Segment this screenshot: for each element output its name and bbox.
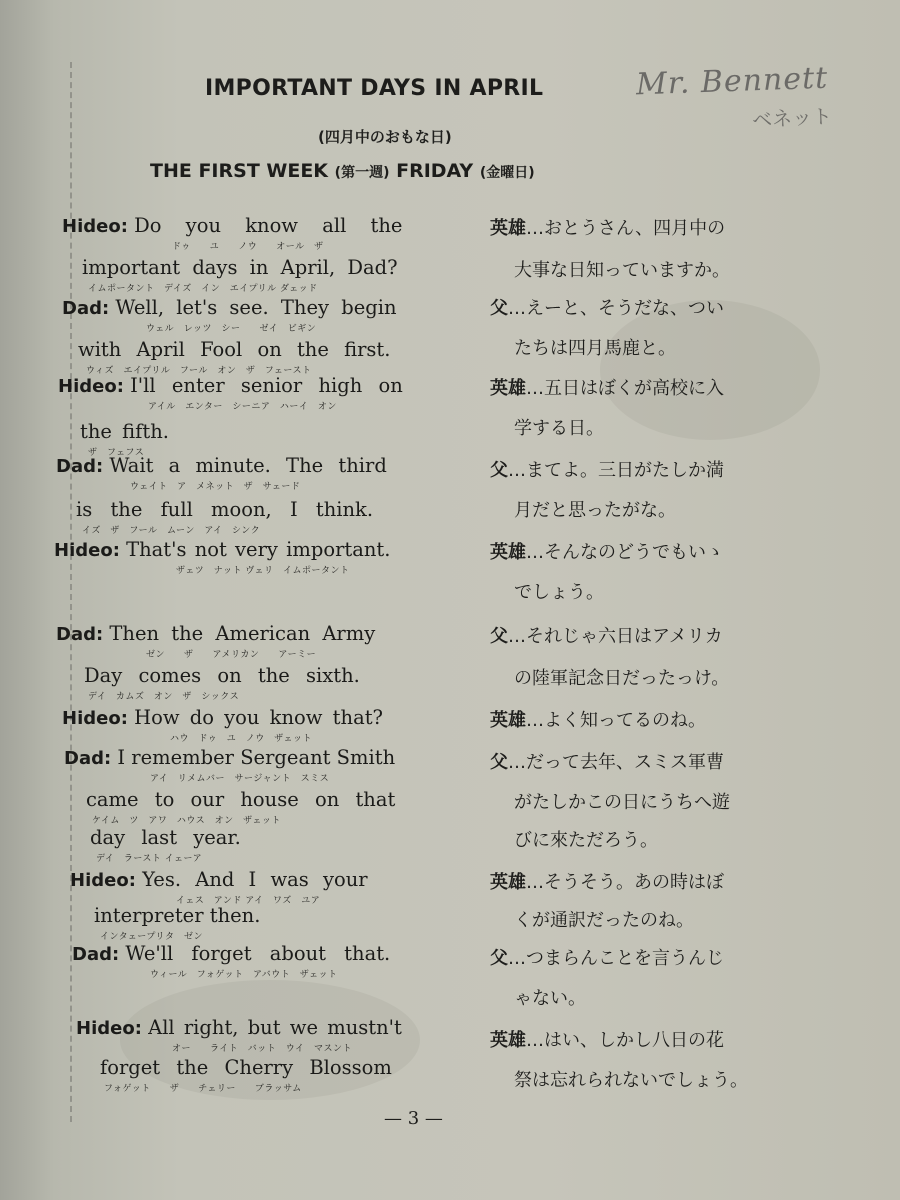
reading-guide: イズ ザ フール ムーン アイ シンク [82, 526, 261, 536]
japanese-line [514, 414, 604, 440]
line-text: ゃない。 [514, 988, 586, 1009]
speaker-label: 英雄 [490, 542, 526, 563]
line-text: I remember Sergeant Smith [117, 746, 396, 769]
english-line [94, 904, 260, 927]
reading-guide: イェス アンド アイ ワズ ユア [176, 896, 321, 906]
japanese-line [514, 984, 586, 1010]
japanese-line [514, 256, 730, 282]
speaker-label: 英雄 [490, 378, 526, 399]
japanese-line [514, 578, 604, 604]
speaker-label: Dad: [56, 456, 104, 477]
section-week-jp: (第一週) [334, 165, 390, 181]
english-line [54, 538, 390, 561]
speaker-label: Hideo: [62, 708, 128, 729]
line-text: …はい、しかし八日の花 [526, 1030, 724, 1051]
line-text: …五日はぼくが高校に入 [526, 378, 724, 399]
reading-guide: ウェル レッツ シー ゼイ ビギン [146, 324, 317, 334]
speaker-label: Hideo: [70, 870, 136, 891]
reading-guide: ザェツ ナット ヴェリ イムポータント [176, 566, 350, 576]
reading-guide: ハウ ドゥ ユ ノウ ザェット [170, 734, 313, 744]
line-text: …それじゃ六日はアメリカ [508, 626, 723, 647]
reading-guide: デイ ラースト イェーア [96, 854, 203, 864]
line-text: How do you know that? [134, 706, 383, 729]
reading-guide: ドゥ ユ ノウ オール ザ [172, 242, 324, 252]
japanese-line [514, 664, 729, 690]
speaker-label: Hideo: [54, 540, 120, 561]
english-line [62, 296, 397, 319]
line-text: is the full moon, I think. [76, 498, 374, 521]
english-line [58, 374, 403, 397]
reading-guide: ケイム ツ アワ ハウス オン ザェット [92, 816, 281, 826]
speaker-label: Dad: [62, 298, 110, 319]
english-line [90, 826, 241, 849]
speaker-label: Hideo: [62, 216, 128, 237]
line-text: …だって去年、スミス軍曹 [508, 752, 724, 773]
english-line [64, 746, 395, 769]
line-text: …つまらんことを言うんじ [508, 948, 724, 969]
japanese-line [490, 706, 706, 732]
japanese-line [490, 374, 724, 400]
reading-guide: ウィール フォゲット アバウト ザェット [150, 970, 338, 980]
english-line [70, 868, 368, 891]
line-text: I'll enter senior high on [130, 374, 403, 397]
reading-guide: ゼン ザ アメリカン アーミー [146, 650, 317, 660]
page-number: — 3 — [384, 1108, 443, 1129]
japanese-line [514, 906, 694, 932]
line-text: Then the American Army [109, 622, 376, 645]
english-line [82, 256, 398, 279]
english-line [62, 214, 402, 237]
reading-guide: アイ リメムバー サージャント スミス [150, 774, 330, 784]
english-line [56, 454, 387, 477]
english-line [76, 1016, 402, 1039]
line-text: …おとうさん、四月中の [526, 218, 726, 239]
line-text: 大事な日知っていますか。 [514, 260, 730, 281]
line-text: day last year. [90, 826, 241, 849]
reading-guide: ウィズ エイプリル フール オン ザ フェースト [86, 366, 312, 376]
japanese-line [490, 456, 724, 482]
line-text: Do you know all the [134, 214, 403, 237]
english-line [72, 942, 390, 965]
speaker-label: Dad: [56, 624, 104, 645]
line-text: 祭は忘れられないでしょう。 [514, 1070, 748, 1091]
section-day: FRIDAY [396, 160, 474, 182]
japanese-line [490, 294, 724, 320]
line-text: came to our house on that [86, 788, 396, 811]
reading-guide: ザ フェフス [88, 448, 145, 458]
line-text: We'll forget about that. [125, 942, 391, 965]
reading-guide: デイ カムズ オン ザ シックス [88, 692, 240, 702]
japanese-line [514, 1066, 748, 1092]
speaker-label: 英雄 [490, 218, 526, 239]
speaker-label: 英雄 [490, 1030, 526, 1051]
english-line [80, 420, 169, 443]
page-subtitle: (四月中のおもな日) [318, 128, 452, 146]
reading-guide: インタェープリタ ゼン [100, 932, 203, 942]
line-text: All right, but we mustn't [148, 1016, 402, 1039]
line-text: Wait a minute. The third [109, 454, 387, 477]
speaker-label: 英雄 [490, 710, 526, 731]
reading-guide: オー ライト バット ウイ マスント [172, 1044, 352, 1054]
english-line [86, 788, 395, 811]
reading-guide: フォゲット ザ チェリー ブラッサム [104, 1084, 302, 1094]
speaker-label: Dad: [64, 748, 112, 769]
speaker-label: 英雄 [490, 872, 526, 893]
speaker-label: 父 [490, 948, 508, 969]
section-heading [150, 160, 535, 182]
line-text: interpreter then. [94, 904, 261, 927]
japanese-line [514, 826, 658, 852]
line-text: 月だと思ったがな。 [514, 500, 676, 521]
line-text: with April Fool on the first. [78, 338, 391, 361]
english-line [62, 706, 383, 729]
japanese-line [514, 496, 676, 522]
line-text: the fifth. [80, 420, 169, 443]
line-text: …よく知ってるのね。 [526, 710, 706, 731]
speaker-label: 父 [490, 460, 508, 481]
line-text: Well, let's see. They begin [115, 296, 397, 319]
page-title: IMPORTANT DAYS IN APRIL [205, 76, 544, 101]
handwritten-name: Mr. Bennett [635, 60, 829, 103]
line-text: の陸軍記念日だったっけ。 [514, 668, 730, 689]
speaker-label: 父 [490, 752, 508, 773]
line-text: たちは四月馬鹿と。 [514, 338, 676, 359]
japanese-line [514, 788, 730, 814]
line-text: That's not very important. [126, 538, 391, 561]
section-day-jp: (金曜日) [479, 165, 535, 181]
line-text: important days in April, Dad? [82, 256, 398, 279]
line-text: …そんなのどうでもいゝ [526, 542, 724, 563]
english-line [56, 622, 375, 645]
japanese-line [490, 868, 724, 894]
english-line [78, 338, 390, 361]
handwritten-kana: ベネット [751, 103, 833, 133]
line-text: でしょう。 [514, 582, 604, 603]
line-text: forget the Cherry Blossom [100, 1056, 392, 1079]
japanese-line [490, 214, 725, 240]
speaker-label: 父 [490, 626, 508, 647]
line-text: …そうそう。あの時はぼ [526, 872, 724, 893]
speaker-label: Dad: [72, 944, 120, 965]
reading-guide: ウェイト ア メネット ザ サェード [130, 482, 301, 492]
speaker-label: Hideo: [76, 1018, 142, 1039]
line-text: …まてよ。三日がたしか満 [508, 460, 724, 481]
english-line [76, 498, 373, 521]
japanese-line [490, 1026, 724, 1052]
line-text: Yes. And I was your [142, 868, 368, 891]
english-line [84, 664, 360, 687]
speaker-label: Hideo: [58, 376, 124, 397]
line-text: くが通訳だったのね。 [514, 910, 694, 931]
line-text: びに來ただろう。 [514, 830, 658, 851]
reading-guide: イムポータント デイズ イン エイプリル ダェッド [88, 284, 318, 294]
english-line [100, 1056, 392, 1079]
paper-stain [600, 300, 820, 440]
japanese-line [490, 944, 724, 970]
japanese-line [490, 748, 724, 774]
line-text: Day comes on the sixth. [84, 664, 360, 687]
japanese-line [490, 538, 724, 564]
reading-guide: アイル エンター シーニア ハーイ オン [148, 402, 337, 412]
line-text: 学する日。 [514, 418, 604, 439]
line-text: がたしかこの日にうちへ遊 [514, 792, 730, 813]
section-week: THE FIRST WEEK [150, 160, 329, 182]
japanese-line [490, 622, 723, 648]
speaker-label: 父 [490, 298, 508, 319]
line-text: …えーと、そうだな、つい [508, 298, 724, 319]
japanese-line [514, 334, 676, 360]
